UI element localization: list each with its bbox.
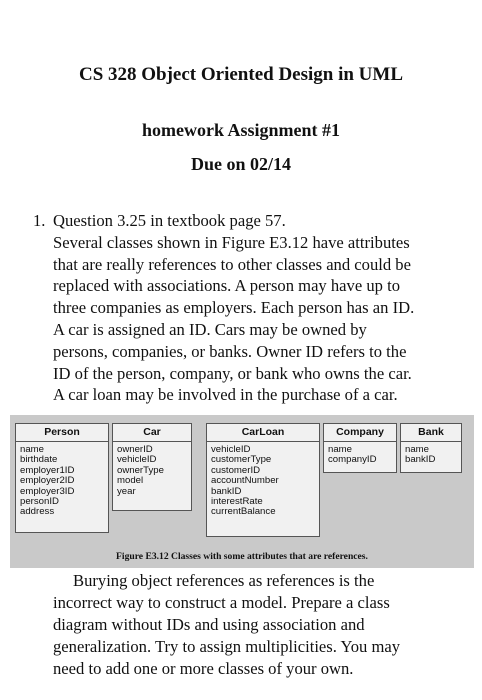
- question-line: replaced with associations. A person may have up to: [53, 276, 401, 296]
- class-box-carloan: [206, 423, 320, 537]
- attribute: name: [328, 444, 352, 455]
- question-number: 1.: [33, 211, 46, 230]
- attribute: model: [117, 475, 144, 487]
- class-attributes: [113, 442, 191, 500]
- uml-figure: [10, 415, 474, 568]
- attribute: employer3ID: [20, 485, 75, 497]
- attribute: birthdate: [20, 454, 58, 466]
- attribute: currentBalance: [211, 506, 276, 518]
- instructions-line: generalization. Try to assign multiplicities. You may: [53, 637, 401, 656]
- attribute: vehicleID: [211, 444, 251, 455]
- attribute: bankID: [211, 485, 242, 497]
- instructions-line: Burying object references as references is the: [73, 571, 375, 590]
- attribute: employer2ID: [20, 475, 75, 487]
- attribute: ownerID: [117, 444, 153, 455]
- attribute: name: [405, 444, 429, 455]
- instructions-line: diagram without IDs and using association and: [53, 615, 365, 634]
- attribute: companyID: [328, 454, 377, 466]
- class-box-company: [323, 423, 397, 473]
- question-line: three companies as employers. Each person has an ID.: [53, 298, 415, 318]
- attribute: personID: [20, 496, 59, 508]
- class-attributes: [16, 442, 108, 521]
- question-line: ID of the person, company, or bank who owns the car.: [53, 363, 412, 383]
- question-line: Question 3.25 in textbook page 57.: [53, 211, 286, 230]
- attribute: employer1ID: [20, 464, 75, 476]
- attribute: interestRate: [211, 496, 263, 508]
- instructions-text: [53, 570, 400, 680]
- class-name: Bank: [401, 424, 461, 442]
- class-name: Car: [113, 424, 191, 442]
- class-name: CarLoan: [207, 424, 319, 442]
- question-line: A car loan may be involved in the purchase of a car.: [53, 385, 398, 405]
- question-line: that are really references to other classes and could be: [53, 254, 411, 274]
- attribute: name: [20, 444, 44, 455]
- instructions-line: incorrect way to construct a model. Prepare a class: [53, 593, 390, 612]
- assignment-title: homework Assignment #1: [141, 120, 340, 140]
- class-attributes: [401, 442, 461, 469]
- class-attributes: [207, 442, 319, 521]
- attribute: customerID: [211, 464, 261, 476]
- class-attributes: [324, 442, 396, 469]
- course-title: CS 328 Object Oriented Design in UML: [78, 64, 404, 85]
- class-box-person: [15, 423, 109, 533]
- attribute: ownerType: [117, 464, 164, 476]
- attribute: accountNumber: [211, 475, 279, 487]
- due-date: Due on 02/14: [190, 154, 291, 174]
- question-line: persons, companies, or banks. Owner ID refers to the: [53, 341, 407, 361]
- instructions-line: need to add one or more classes of your own.: [53, 659, 354, 678]
- figure-caption: Figure E3.12 Classes with some attributes that are references.: [116, 551, 368, 562]
- attribute: year: [117, 485, 136, 497]
- attribute: address: [20, 506, 55, 518]
- question-text: [53, 210, 414, 406]
- attribute: customerType: [211, 454, 272, 466]
- class-box-car: [112, 423, 192, 511]
- class-name: Person: [16, 424, 108, 442]
- attribute: vehicleID: [117, 454, 157, 466]
- class-box-bank: [400, 423, 462, 473]
- class-name: Company: [324, 424, 396, 442]
- question-line: Several classes shown in Figure E3.12 have attributes: [53, 232, 410, 252]
- attribute: bankID: [405, 454, 436, 466]
- question-line: A car is assigned an ID. Cars may be owned by: [53, 319, 367, 339]
